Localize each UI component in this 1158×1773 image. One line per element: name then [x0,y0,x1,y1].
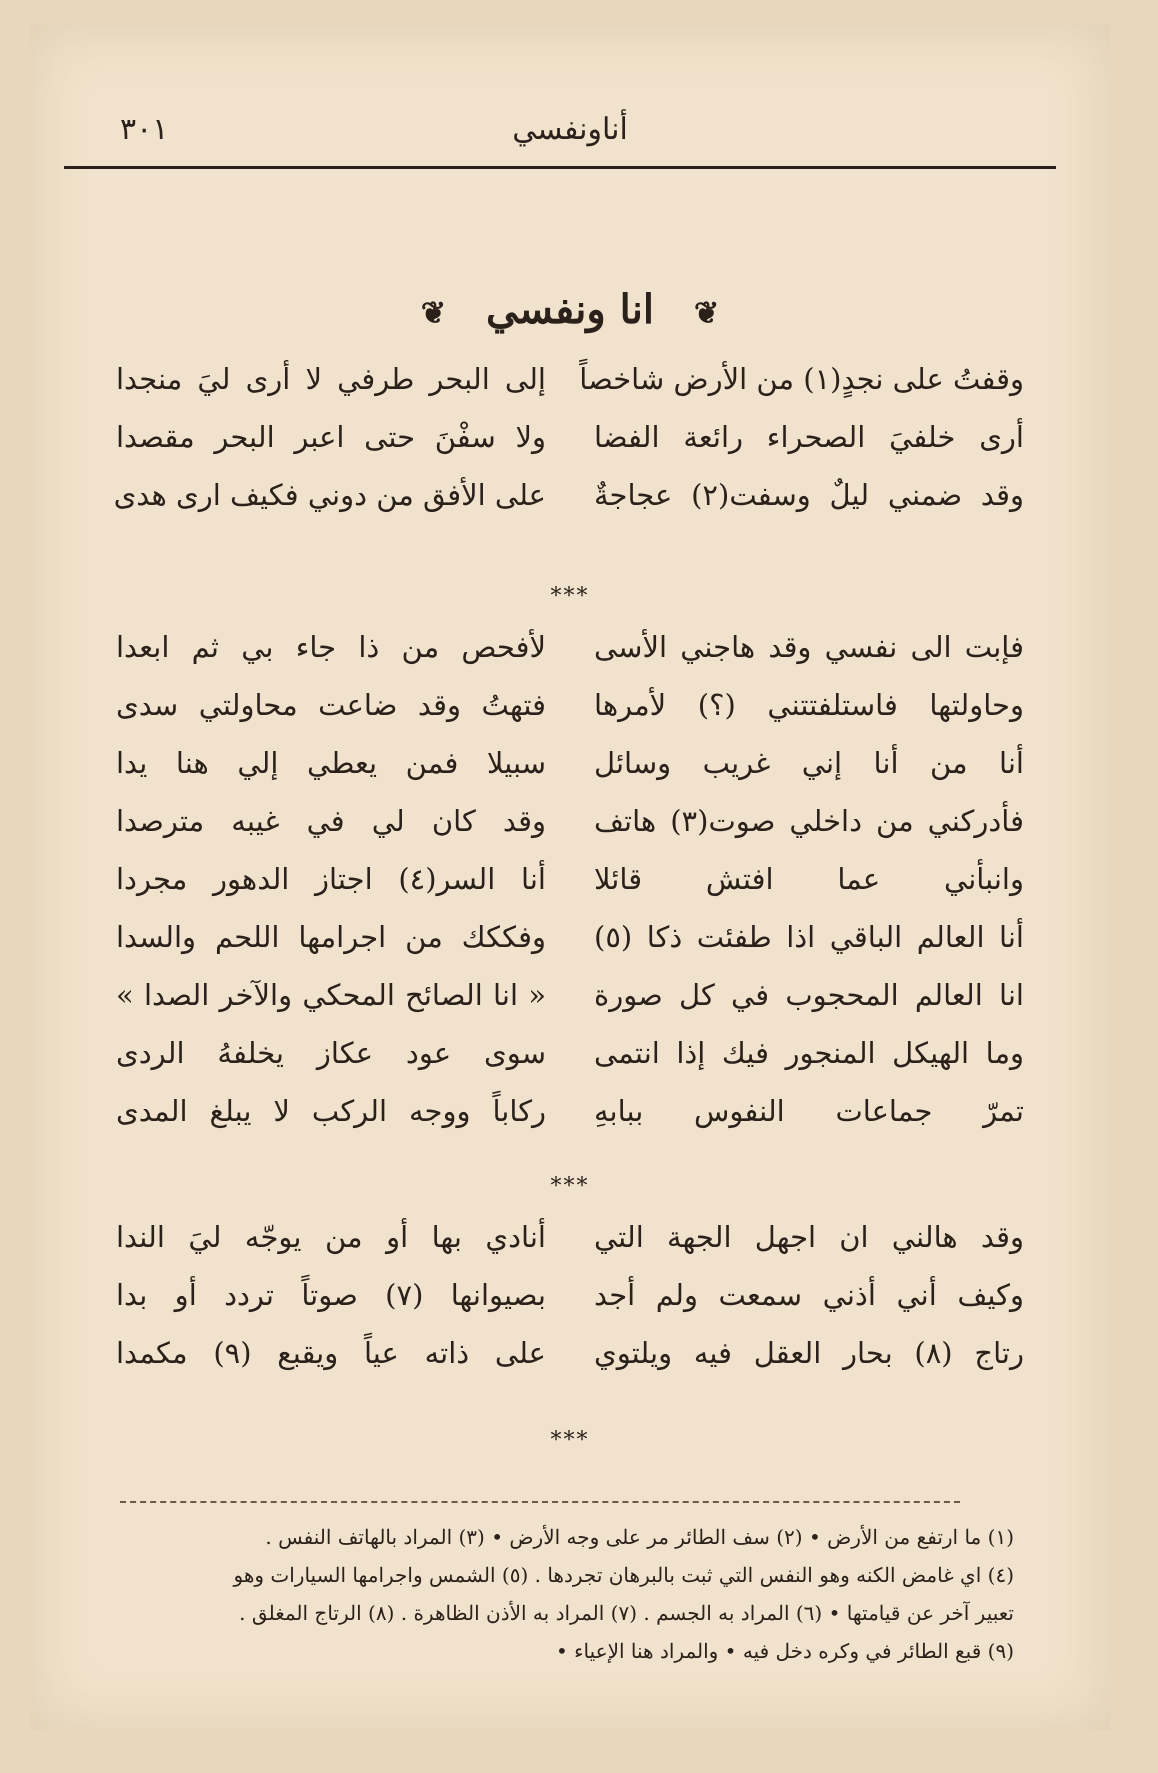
first-hemistich: رتاج (٨) بحار العقل فيه ويلتوي [594,1336,1024,1370]
verse [116,1336,1024,1394]
second-hemistich: ولا سفْنَ حتى اعبر البحر مقصدا [116,420,546,454]
book-page [30,24,1110,1730]
second-hemistich: أنا السر(٤) اجتاز الدهور مجردا [116,862,546,896]
second-hemistich: فتهتُ وقد ضاعت محاولتي سدى [116,688,546,722]
second-hemistich: بصيوانها (٧) صوتاً تردد أو بدا [116,1278,546,1312]
verse [116,1036,1024,1094]
poem-title-row [30,286,1110,333]
second-hemistich: ركاباً ووجه الركب لا يبلغ المدى [116,1094,546,1128]
verse [116,362,1024,420]
first-hemistich: وكيف أني أذني سمعت ولم أجد [594,1278,1024,1312]
verse [116,862,1024,920]
verse [116,1220,1024,1278]
first-hemistich: أرى خلفيَ الصحراء رائعة الفضا [594,420,1024,454]
verse [116,804,1024,862]
first-hemistich: وقفتُ على نجدٍ(١) من الأرض شاخصاً [579,362,1024,396]
footnote-line: (٤) اي غامض الكنه وهو النفس التي ثبت بالبرهان تجردها . (٥) الشمس واجرامها السيارات وهو [233,1563,1014,1587]
verse [116,630,1024,688]
second-hemistich: على الأفق من دوني فكيف ارى هدى [113,478,546,512]
second-hemistich: لأفحص من ذا جاء بي ثم ابعدا [116,630,546,664]
running-title: أناونفسي [512,112,628,147]
stanza-2 [116,630,1024,1152]
stanza-3 [116,1220,1024,1394]
page-number: ٣٠١ [120,112,169,147]
first-hemistich: وقد هالني ان اجهل الجهة التي [594,1220,1024,1254]
first-hemistich: وقد ضمني ليلٌ وسفت(٢) عجاجةٌ [594,478,1024,512]
footnotes [70,1518,1014,1670]
footnote-rule [120,1501,960,1503]
stanza-1 [113,362,1024,536]
stanza-separator: *** [550,584,590,609]
stanza-separator: *** [550,1174,590,1199]
first-hemistich: وما الهيكل المنجور فيك إذا انتمى [594,1036,1024,1070]
second-hemistich: سبيلا فمن يعطي إلي هنا يدا [116,746,546,780]
ornament-left-icon: ❦ [420,295,447,331]
second-hemistich: « انا الصائح المحكي والآخر الصدا » [116,978,546,1012]
footnote-line: (١) ما ارتفع من الأرض • (٢) سف الطائر مر على وجه الأرض • (٣) المراد بالهاتف النفس . [265,1525,1014,1549]
first-hemistich: فأدركني من داخلي صوت(٣) هاتف [594,804,1024,838]
second-hemistich: سوى عود عكاز يخلفهُ الردى [116,1036,546,1070]
poem-title: انا ونفسي [485,286,655,333]
verse [116,920,1024,978]
second-hemistich: على ذاته عياً ويقبع (٩) مكمدا [116,1336,546,1370]
footnote-line: (٩) قبع الطائر في وكره دخل فيه • والمراد هنا الإعياء • [555,1639,1014,1663]
first-hemistich: انا العالم المحجوب في كل صورة [594,978,1024,1012]
footnote-line: تعبير آخر عن قيامتها • (٦) المراد به الجسم . (٧) المراد به الأذن الظاهرة . (٨) الرتاج المغلق . [239,1601,1014,1625]
ornament-right-icon: ❦ [693,295,720,331]
first-hemistich: وانبأني عما افتش قائلا [594,862,1024,896]
second-hemistich: أنادي بها أو من يوجّه ليَ الندا [116,1220,546,1254]
second-hemistich: إلى البحر طرفي لا أرى ليَ منجدا [116,362,546,396]
verse [116,688,1024,746]
first-hemistich: تمرّ جماعات النفوس ببابهِ [594,1094,1024,1128]
first-hemistich: أنا من أنا إني غريب وسائل [594,746,1024,780]
verse [116,746,1024,804]
stanza-separator: *** [550,1428,590,1453]
second-hemistich: وقد كان لي في غيبه مترصدا [116,804,546,838]
first-hemistich: وحاولتها فاستلفتتني (؟) لأمرها [594,688,1024,722]
verse [116,1094,1024,1152]
verse [116,420,1024,478]
second-hemistich: وفككك من اجرامها اللحم والسدا [116,920,546,954]
first-hemistich: أنا العالم الباقي اذا طفئت ذكا (٥) [594,920,1024,954]
verse [116,978,1024,1036]
verse [113,478,1024,536]
running-head [90,94,1050,164]
verse [116,1278,1024,1336]
first-hemistich: فإبت الى نفسي وقد هاجني الأسى [594,630,1024,664]
header-rule [64,166,1056,169]
